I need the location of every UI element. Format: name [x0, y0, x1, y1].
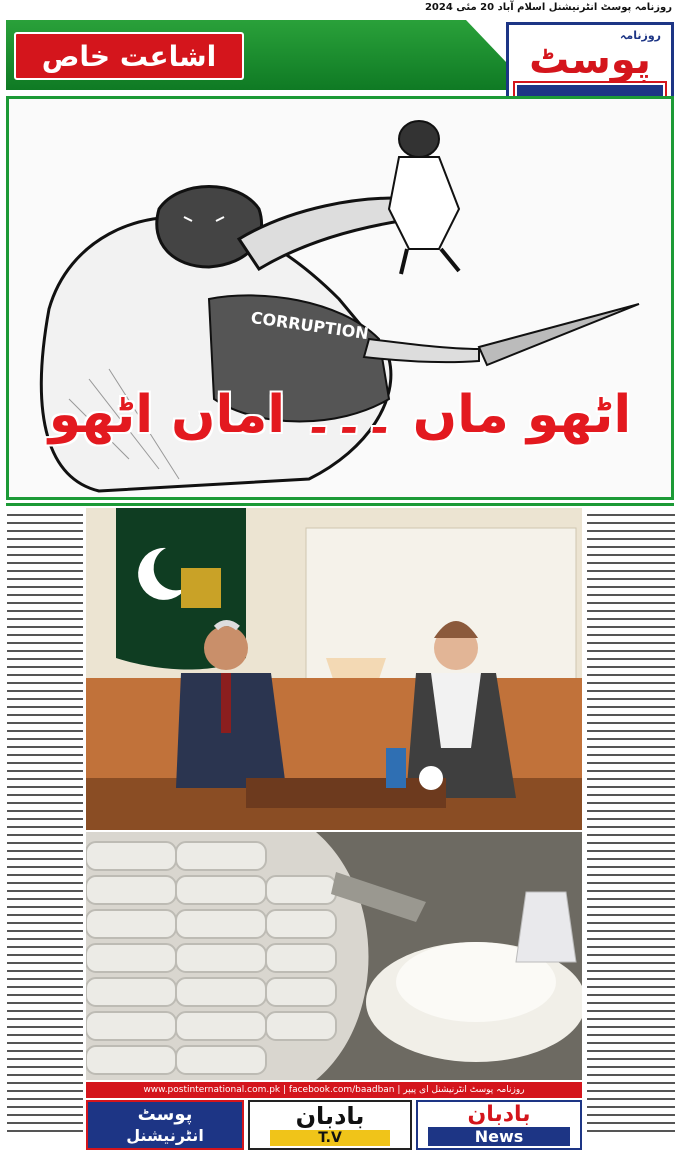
left-text-column [6, 508, 84, 1152]
cartoon-frame [6, 96, 674, 500]
meeting-photo [86, 508, 582, 830]
section-label-box [14, 32, 244, 80]
meeting-photo-icon [86, 508, 582, 830]
footer-strip-text: روزنامہ پوسٹ انٹرنیشنل ای پیپر | www.postinternational.com.pk | facebook.com/baadban [143, 1085, 525, 1095]
flour-photo [86, 832, 582, 1080]
shirt-text: CORRUPTION [249, 307, 370, 344]
footer-post-top: پوسٹ [137, 1104, 193, 1125]
cartoon-caption: اٹھو ماں ۔۔۔ اماں اٹھو [48, 385, 632, 445]
footer-news-top: بادبان [467, 1102, 531, 1127]
section-divider [6, 503, 674, 506]
footer-post-logo [86, 1100, 244, 1150]
section-label: اشاعت خاص [41, 39, 217, 73]
logo-small-label: روزنامہ [619, 29, 661, 42]
footer-strip [86, 1082, 582, 1098]
flour-sacks-photo-icon [86, 832, 582, 1080]
footer-tv-top: بادبان [295, 1102, 365, 1130]
footer-tv-bottom: T.V [270, 1130, 390, 1146]
footer-baadban-tv-logo [248, 1100, 412, 1150]
dateline: روزنامہ پوسٹ انٹرنیشنل اسلام آباد 20 مئی 2024 [424, 2, 672, 13]
logo-top-word: پوسٹ [529, 37, 651, 83]
footer-news-bottom: News [428, 1127, 570, 1146]
right-text-column [586, 508, 676, 1152]
footer-post-bottom: انٹرنیشنل [126, 1126, 204, 1145]
footer-baadban-news-logo [416, 1100, 582, 1150]
